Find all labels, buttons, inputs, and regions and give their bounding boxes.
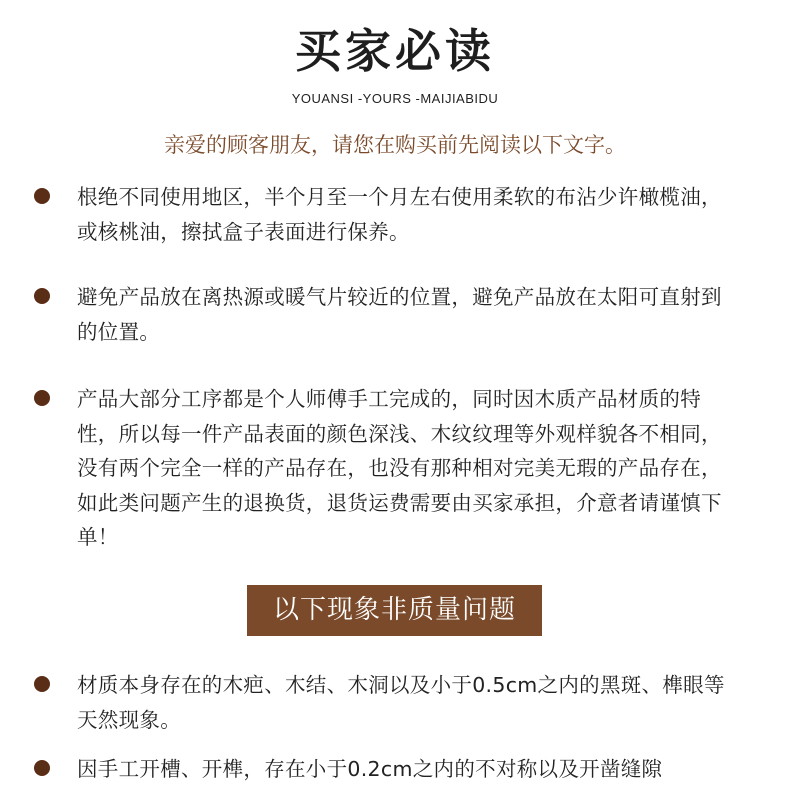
note-text: 根绝不同使用地区，半个月至一个月左右使用柔软的布沾少许橄榄油，或核桃油，擦拭盒子表面进行保养。: [77, 185, 722, 244]
page-subtitle: YOUANSI -YOURS -MAIJIABIDU: [291, 91, 499, 106]
bullet-icon: [34, 188, 50, 204]
note-text: 避免产品放在离热源或暖气片较近的位置，避免产品放在太阳可直射到的位置。: [77, 285, 722, 344]
section-banner: 以下现象非质量问题: [247, 585, 542, 636]
issue-text: 材质本身存在的木疤、木结、木洞以及小于0.5cm之内的黑斑、榫眼等天然现象。: [77, 673, 725, 732]
intro-text: 亲爱的顾客朋友，请您在购买前先阅读以下文字。: [164, 133, 626, 157]
bullet-icon: [34, 390, 50, 406]
note-text: 产品大部分工序都是个人师傅手工完成的，同时因木质产品材质的特性，所以每一件产品表面的颜色深浅、木纹纹理等外观样貌各不相同，没有两个完全一样的产品存在，也没有那种相对完美无瑕的产品存在，如此类问题产生的退换货，退货运费需要由买家承担，介意者请谨慎下单！: [77, 387, 722, 549]
page-title: 买家必读: [295, 24, 495, 78]
issue-text: 因手工开槽、开榫，存在小于0.2cm之内的不对称以及开凿缝隙: [77, 757, 663, 781]
bullet-icon: [34, 676, 50, 692]
bullet-icon: [34, 288, 50, 304]
bullet-icon: [34, 760, 50, 776]
